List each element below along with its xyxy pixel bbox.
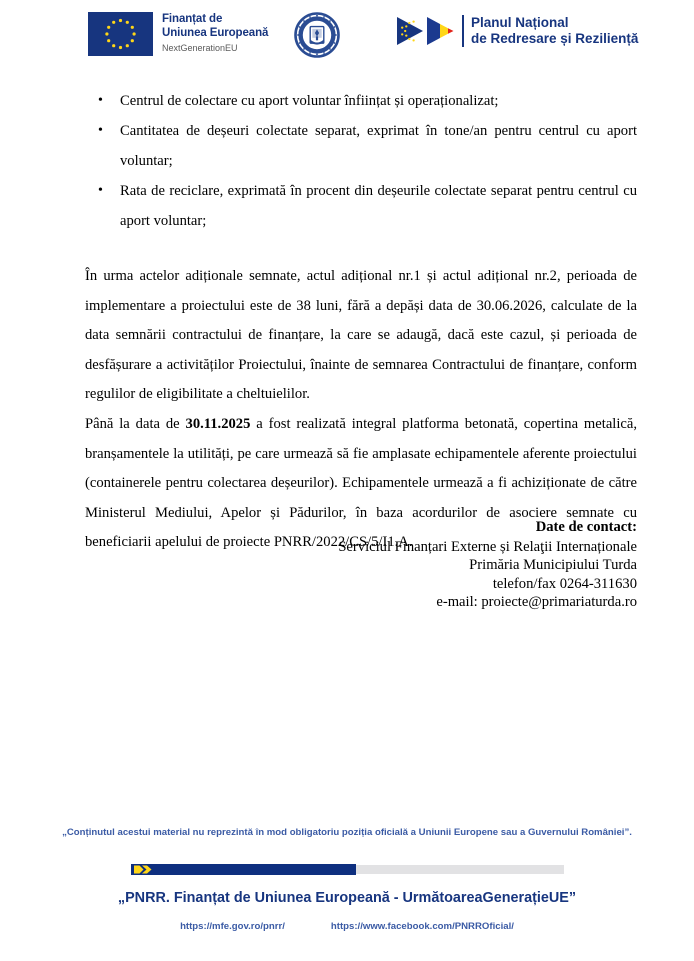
- pnrr-logo-line-1: Planul Național: [471, 15, 569, 30]
- eu-logo-text: [162, 12, 268, 55]
- paragraph-2-prefix: Până la data de: [85, 415, 186, 432]
- footer-disclaimer: „Conținutul acestui material nu reprezintă în mod obligatoriu poziția oficială a Uniunii Europene sau a Guvernului României”.: [62, 827, 632, 838]
- romanian-government-seal-icon: [294, 12, 340, 58]
- footer-progress-bar: [131, 864, 564, 875]
- eu-flag-icon: [88, 12, 153, 56]
- document-footer: [0, 826, 694, 932]
- contact-organization: Primăria Municipiului Turda: [469, 557, 637, 574]
- list-item: [85, 116, 637, 176]
- contact-block: [85, 518, 637, 612]
- list-item-text: Cantitatea de deșeuri colectate separat, exprimat în tone/an pentru centrul cu aport voluntar;: [120, 123, 637, 169]
- pnrr-logo-line-2: de Redresare și Reziliență: [471, 31, 639, 46]
- document-body: [85, 86, 637, 558]
- paragraph-2-suffix: a fost realizată integral platforma betonată, copertina metalică, branșamentele la utilități, pe care urmează să fie amplasate echipamentele aferente proiectului (containerele pentru colectarea deșeurilor). Echipamentele urmează a fi achiziționate de către Ministerul Mediului, Apelor și Pădurilor, în baza acordurilor de asociere semnate cu beneficiarii apelului de proiecte PNRR/2022/CS/5/I1.A.: [85, 415, 638, 551]
- eu-logo-line-1: Finanțat de: [162, 13, 223, 25]
- bullet-marker-icon: •: [98, 93, 103, 108]
- contact-email: e-mail: proiecte@primariaturda.ro: [436, 594, 637, 611]
- footer-link-facebook[interactable]: https://www.facebook.com/PNRROficial/: [330, 921, 514, 932]
- contact-phone: telefon/fax 0264-311630: [492, 575, 637, 592]
- pnrr-logo-text: [471, 15, 638, 47]
- eu-logo-line-2: Uniunea Europeană: [162, 26, 269, 39]
- footer-slogan: „PNRR. Finanțat de Uniunea Europeană - UrmătoareaGenerațieUE”: [117, 890, 577, 906]
- document-header: [0, 0, 694, 72]
- eu-logo-line-3: NextGenerationEU: [162, 43, 238, 53]
- bullet-marker-icon: •: [98, 123, 103, 138]
- list-item: [85, 86, 637, 116]
- bullet-marker-icon: •: [98, 183, 103, 198]
- pnrr-triangles-icon: [396, 13, 458, 49]
- paragraph-2-date: 30.11.2025: [185, 415, 251, 432]
- list-item-text: Centrul de colectare cu aport voluntar înființat și operaționalizat;: [120, 93, 499, 109]
- contact-department: Serviciul Finanțari Externe și Relaţii Internaționale: [338, 538, 637, 555]
- paragraph-implementation-period: În urma actelor adiționale semnate, actul adițional nr.1 și actul adițional nr.2, perioada de implementare a proiectului este de 38 luni, fără a depăși data de 30.06.2026, calculate de la data semnării contractului de finanțare, la care se adaugă, dacă este cazul, și perioada de desfășurare a activităților Proiectului, înainte de semnarea Contractului de finanțare, conform regulilor de eligibilitate a cheltuielilor.: [85, 268, 637, 403]
- eu-funding-logo: [88, 12, 268, 56]
- contact-title: Date de contact:: [535, 519, 637, 535]
- footer-links-spacer: [285, 921, 331, 932]
- yellow-arrow-icon: [134, 864, 168, 875]
- footer-link-mfe[interactable]: https://mfe.gov.ro/pnrr/: [180, 921, 285, 932]
- pnrr-logo-divider: [462, 15, 464, 47]
- pnrr-logo: [396, 13, 638, 49]
- list-item: [85, 176, 637, 236]
- indicator-bullet-list: [85, 86, 637, 236]
- footer-links: [0, 921, 694, 932]
- list-item-text: Rata de reciclare, exprimată în procent din deșeurile colectate separat pentru centrul cu aport voluntar;: [120, 183, 637, 229]
